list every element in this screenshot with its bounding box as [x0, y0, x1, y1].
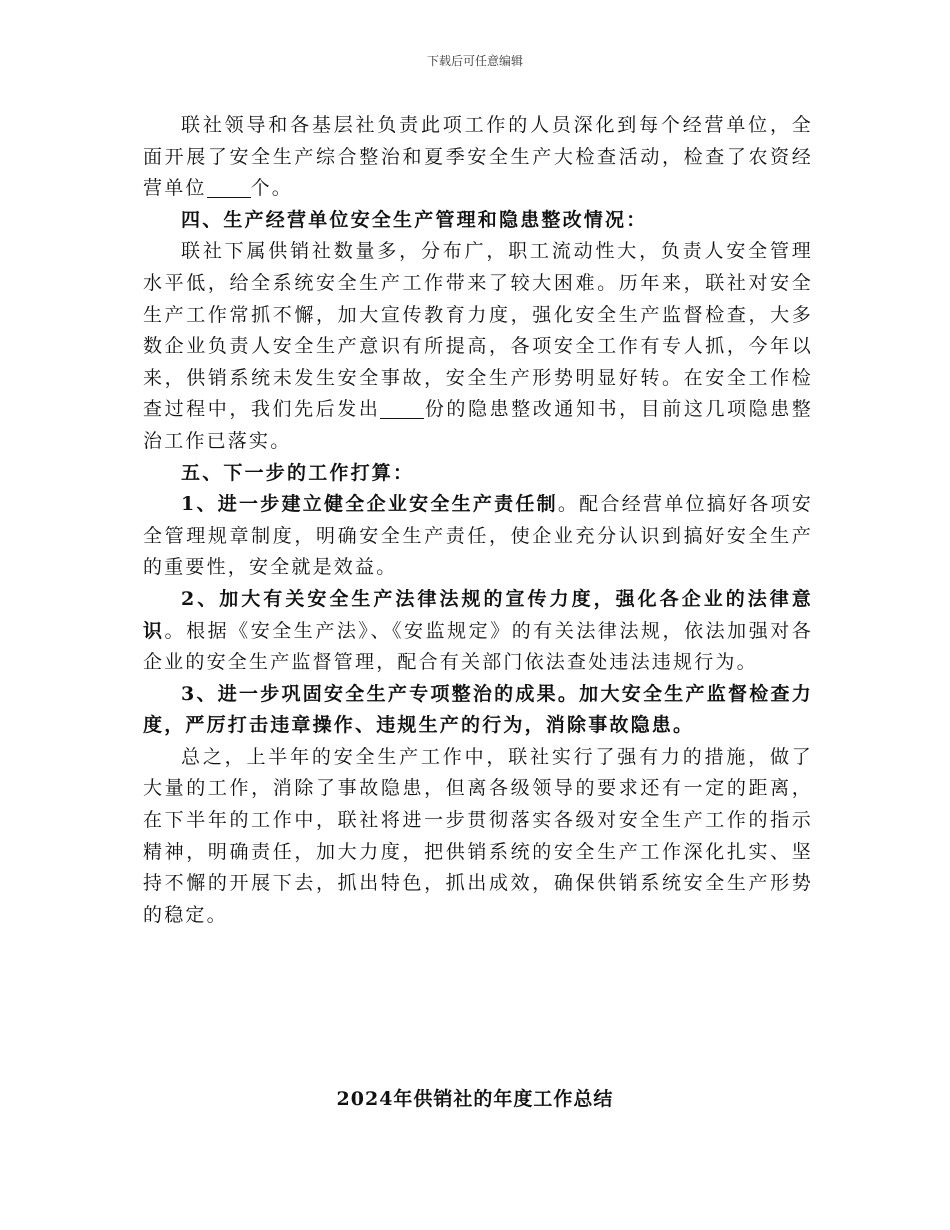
plan-item-2 [143, 584, 813, 679]
plan-item-2-title: 2、加大有关安全生产法律法规的宣传力度，强化各企业的法律意识 [143, 587, 813, 642]
blank-underline [380, 397, 424, 419]
plan-item-2-text: 。根据《安全生产法》、《安监规定》的有关法律法规，依法加强对各企业的安全生产监督管理，配合有关部门依法查处违法违规行为。 [143, 619, 814, 674]
plan-item-1-text: 。配合经营单位搞好各项安全管理规章制度，明确安全生产责任，使企业充分认识到搞好安全生产的重要性，安全就是效益。 [143, 493, 813, 579]
plan-item-3 [143, 679, 813, 742]
next-document-title: 2024年供销社的年度工作总结 [336, 1088, 614, 1110]
paragraph-inspection [143, 110, 813, 205]
paragraph-summary: 总之，上半年的安全生产工作中，联社实行了强有力的措施，做了大量的工作，消除了事故隐患，但离各级领导的要求还有一定的距离，在下半年的工作中，联社将进一步贯彻落实各级对安全生产工作的指示精神，明确责任，加大力度，把供销系统的安全生产工作深化扎实、坚持不懈的开展下去，抓出特色，抓出成效，确保供销系统安全生产形势的稳定。 [143, 745, 813, 926]
paragraph-inspection-text: 联社领导和各基层社负责此项工作的人员深化到每个经营单位，全面开展了安全生产综合整治和夏季安全生产大检查活动，检查了农资经营单位 [143, 114, 813, 200]
plan-item-1-title: 1、进一步建立健全企业安全生产责任制 [181, 493, 558, 516]
paragraph-management-tail: 份的隐患整改通知书，目前这几项隐患整治工作已落实。 [143, 398, 813, 452]
paragraph-management [143, 236, 813, 457]
section-heading-4: 四、生产经营单位安全生产管理和隐患整改情况： [181, 208, 648, 231]
plan-item-1 [143, 489, 813, 584]
paragraph-management-text: 联社下属供销社数量多，分布广，职工流动性大，负责人安全管理水平低，给全系统安全生产工作带来了较大困难。历年来，联社对安全生产工作常抓不懈，加大宣传教育力度，强化安全生产监督检查，大多数企业负责人安全生产意识有所提高，各项安全工作有专人抓，今年以来，供销系统未发生安全事故，安全生产形势明显好转。在安全工作检查过程中，我们先后发出 [143, 240, 813, 421]
section-heading-5: 五、下一步的工作打算： [181, 461, 415, 484]
document-body [143, 110, 813, 931]
plan-item-3-title: 3、进一步巩固安全生产专项整治的成果。加大安全生产监督检查力度，严厉打击违章操作、违规生产的行为，消除事故隐患。 [143, 682, 813, 737]
page-header: 下载后可任意编辑 [426, 54, 523, 68]
paragraph-inspection-tail: 个。 [250, 177, 294, 200]
blank-underline [207, 176, 251, 198]
